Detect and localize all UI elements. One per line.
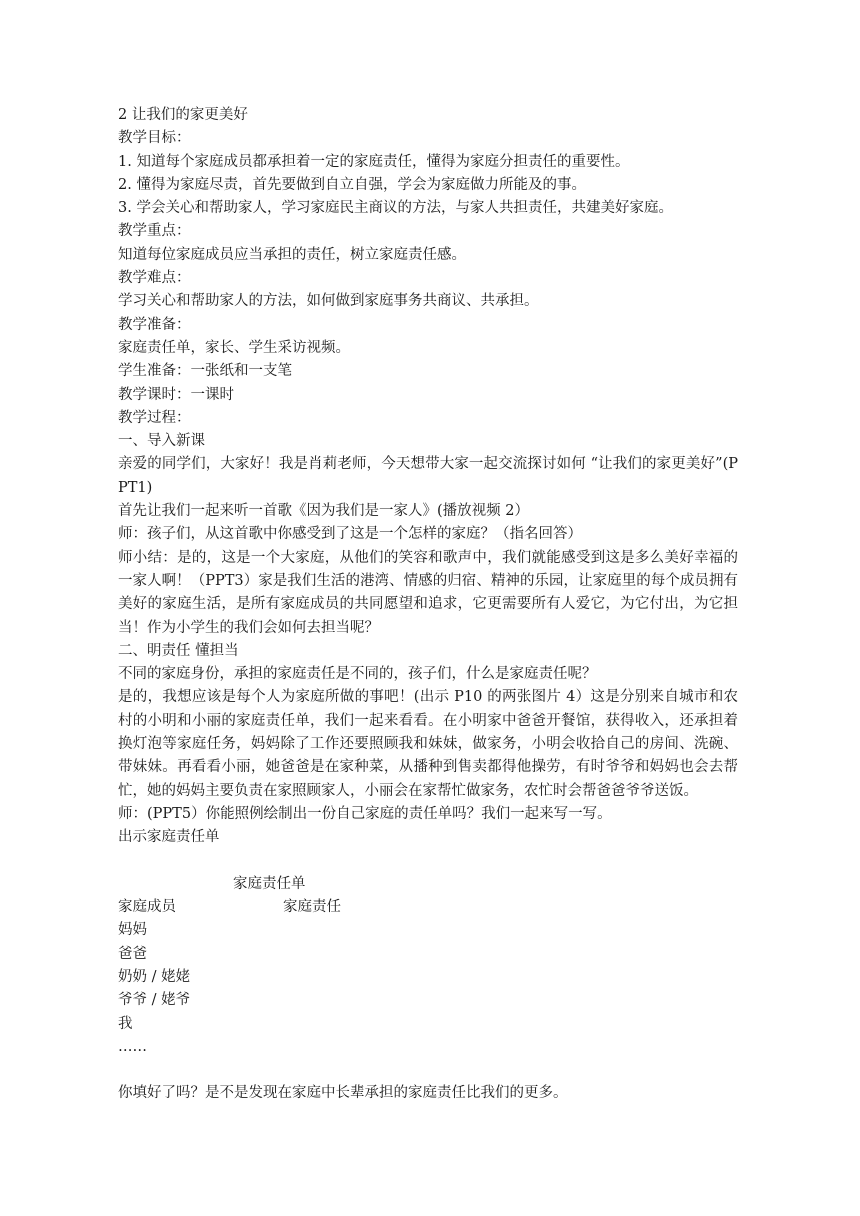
paragraph: 师小结：是的，这是一个大家庭，从他们的笑容和歌声中，我们就能感受到这是多么美好幸福的一家人啊！（PPT3）家是我们生活的港湾、情感的归宿、精神的乐园，让家庭里的每个成员拥有美好的家庭生活，是所有家庭成员的共同愿望和追求，它更需要所有人爱它，为它付出，为它担当！作为小学生的我们会如何去担当呢？ xyxy=(118,549,738,636)
table-row: 爸爸 xyxy=(118,945,147,962)
table-row: …… xyxy=(118,1038,147,1055)
table-header xyxy=(118,896,738,919)
process-heading: 教学过程： xyxy=(118,409,191,426)
prep-student: 学生准备：一张纸和一支笔 xyxy=(118,363,292,380)
paragraph: 师：(PPT5）你能照例绘制出一份自己家庭的责任单吗？我们一起来写一写。 xyxy=(118,805,612,822)
table-header-member: 家庭成员 xyxy=(118,899,176,916)
paragraph: 出示家庭责任单 xyxy=(118,829,220,846)
lesson-hours: 教学课时：一课时 xyxy=(118,386,234,403)
closing-text: 你填好了吗？是不是发现在家庭中长辈承担的家庭责任比我们的更多。 xyxy=(118,1085,568,1102)
goal-item: 1. 知道每个家庭成员都承担着一定的家庭责任，懂得为家庭分担责任的重要性。 xyxy=(118,153,630,170)
key-heading: 教学重点： xyxy=(118,223,191,240)
section2-heading: 二、明责任 懂担当 xyxy=(118,642,239,659)
table-header-duty: 家庭责任 xyxy=(283,899,341,916)
table-row: 妈妈 xyxy=(118,922,147,939)
paragraph: 亲爱的同学们，大家好！我是肖莉老师，今天想带大家一起交流探讨如何 “让我们的家更美好”(PPT1) xyxy=(118,456,738,496)
paragraph: 是的，我想应该是每个人为家庭所做的事吧！(出示 P10 的两张图片 4）这是分别来自城市和农村的小明和小丽的家庭责任单，我们一起来看看。在小明家中爸爸开餐馆，获得收入，还承担着换灯泡等家庭任务，妈妈除了工作还要照顾我和妹妹，做家务，小明会收拾自己的房间、洗碗、带妹妹。再看看小丽，她爸爸是在家种菜，从播种到售卖都得他操劳，有时爷爷和妈妈也会去帮忙，她的妈妈主要负责在家照顾家人，小丽会在家帮忙做家务，农忙时会帮爸爸爷爷送饭。 xyxy=(118,689,738,799)
goals-heading: 教学目标： xyxy=(118,130,191,147)
paragraph: 首先让我们一起来听一首歌《因为我们是一家人》(播放视频 2） xyxy=(118,503,529,520)
table-row: 爷爷 / 姥爷 xyxy=(118,992,191,1009)
table-row: 我 xyxy=(118,1015,133,1032)
spacer xyxy=(118,850,738,873)
table-row: 奶奶 / 姥姥 xyxy=(118,968,191,985)
difficulty-text: 学习关心和帮助家人的方法，如何做到家庭事务共商议、共承担。 xyxy=(118,293,539,310)
key-text: 知道每位家庭成员应当承担的责任，树立家庭责任感。 xyxy=(118,246,466,263)
section1-heading: 一、导入新课 xyxy=(118,433,205,450)
difficulty-heading: 教学难点： xyxy=(118,270,191,287)
spacer xyxy=(118,1059,738,1082)
lesson-title: 2 让我们的家更美好 xyxy=(118,107,248,123)
table-title: 家庭责任单 xyxy=(233,875,306,892)
paragraph: 师：孩子们，从这首歌中你感受到了这是一个怎样的家庭？（指名回答） xyxy=(118,526,582,543)
prep-heading: 教学准备： xyxy=(118,316,191,333)
paragraph: 不同的家庭身份，承担的家庭责任是不同的，孩子们，什么是家庭责任呢？ xyxy=(118,666,597,683)
goal-item: 3. 学会关心和帮助家人，学习家庭民主商议的方法，与家人共担责任，共建美好家庭。 xyxy=(118,200,673,217)
goal-item: 2. 懂得为家庭尽责，首先要做到自立自强，学会为家庭做力所能及的事。 xyxy=(118,176,586,193)
document-page xyxy=(118,104,738,1106)
prep-teacher: 家庭责任单，家长、学生采访视频。 xyxy=(118,339,350,356)
